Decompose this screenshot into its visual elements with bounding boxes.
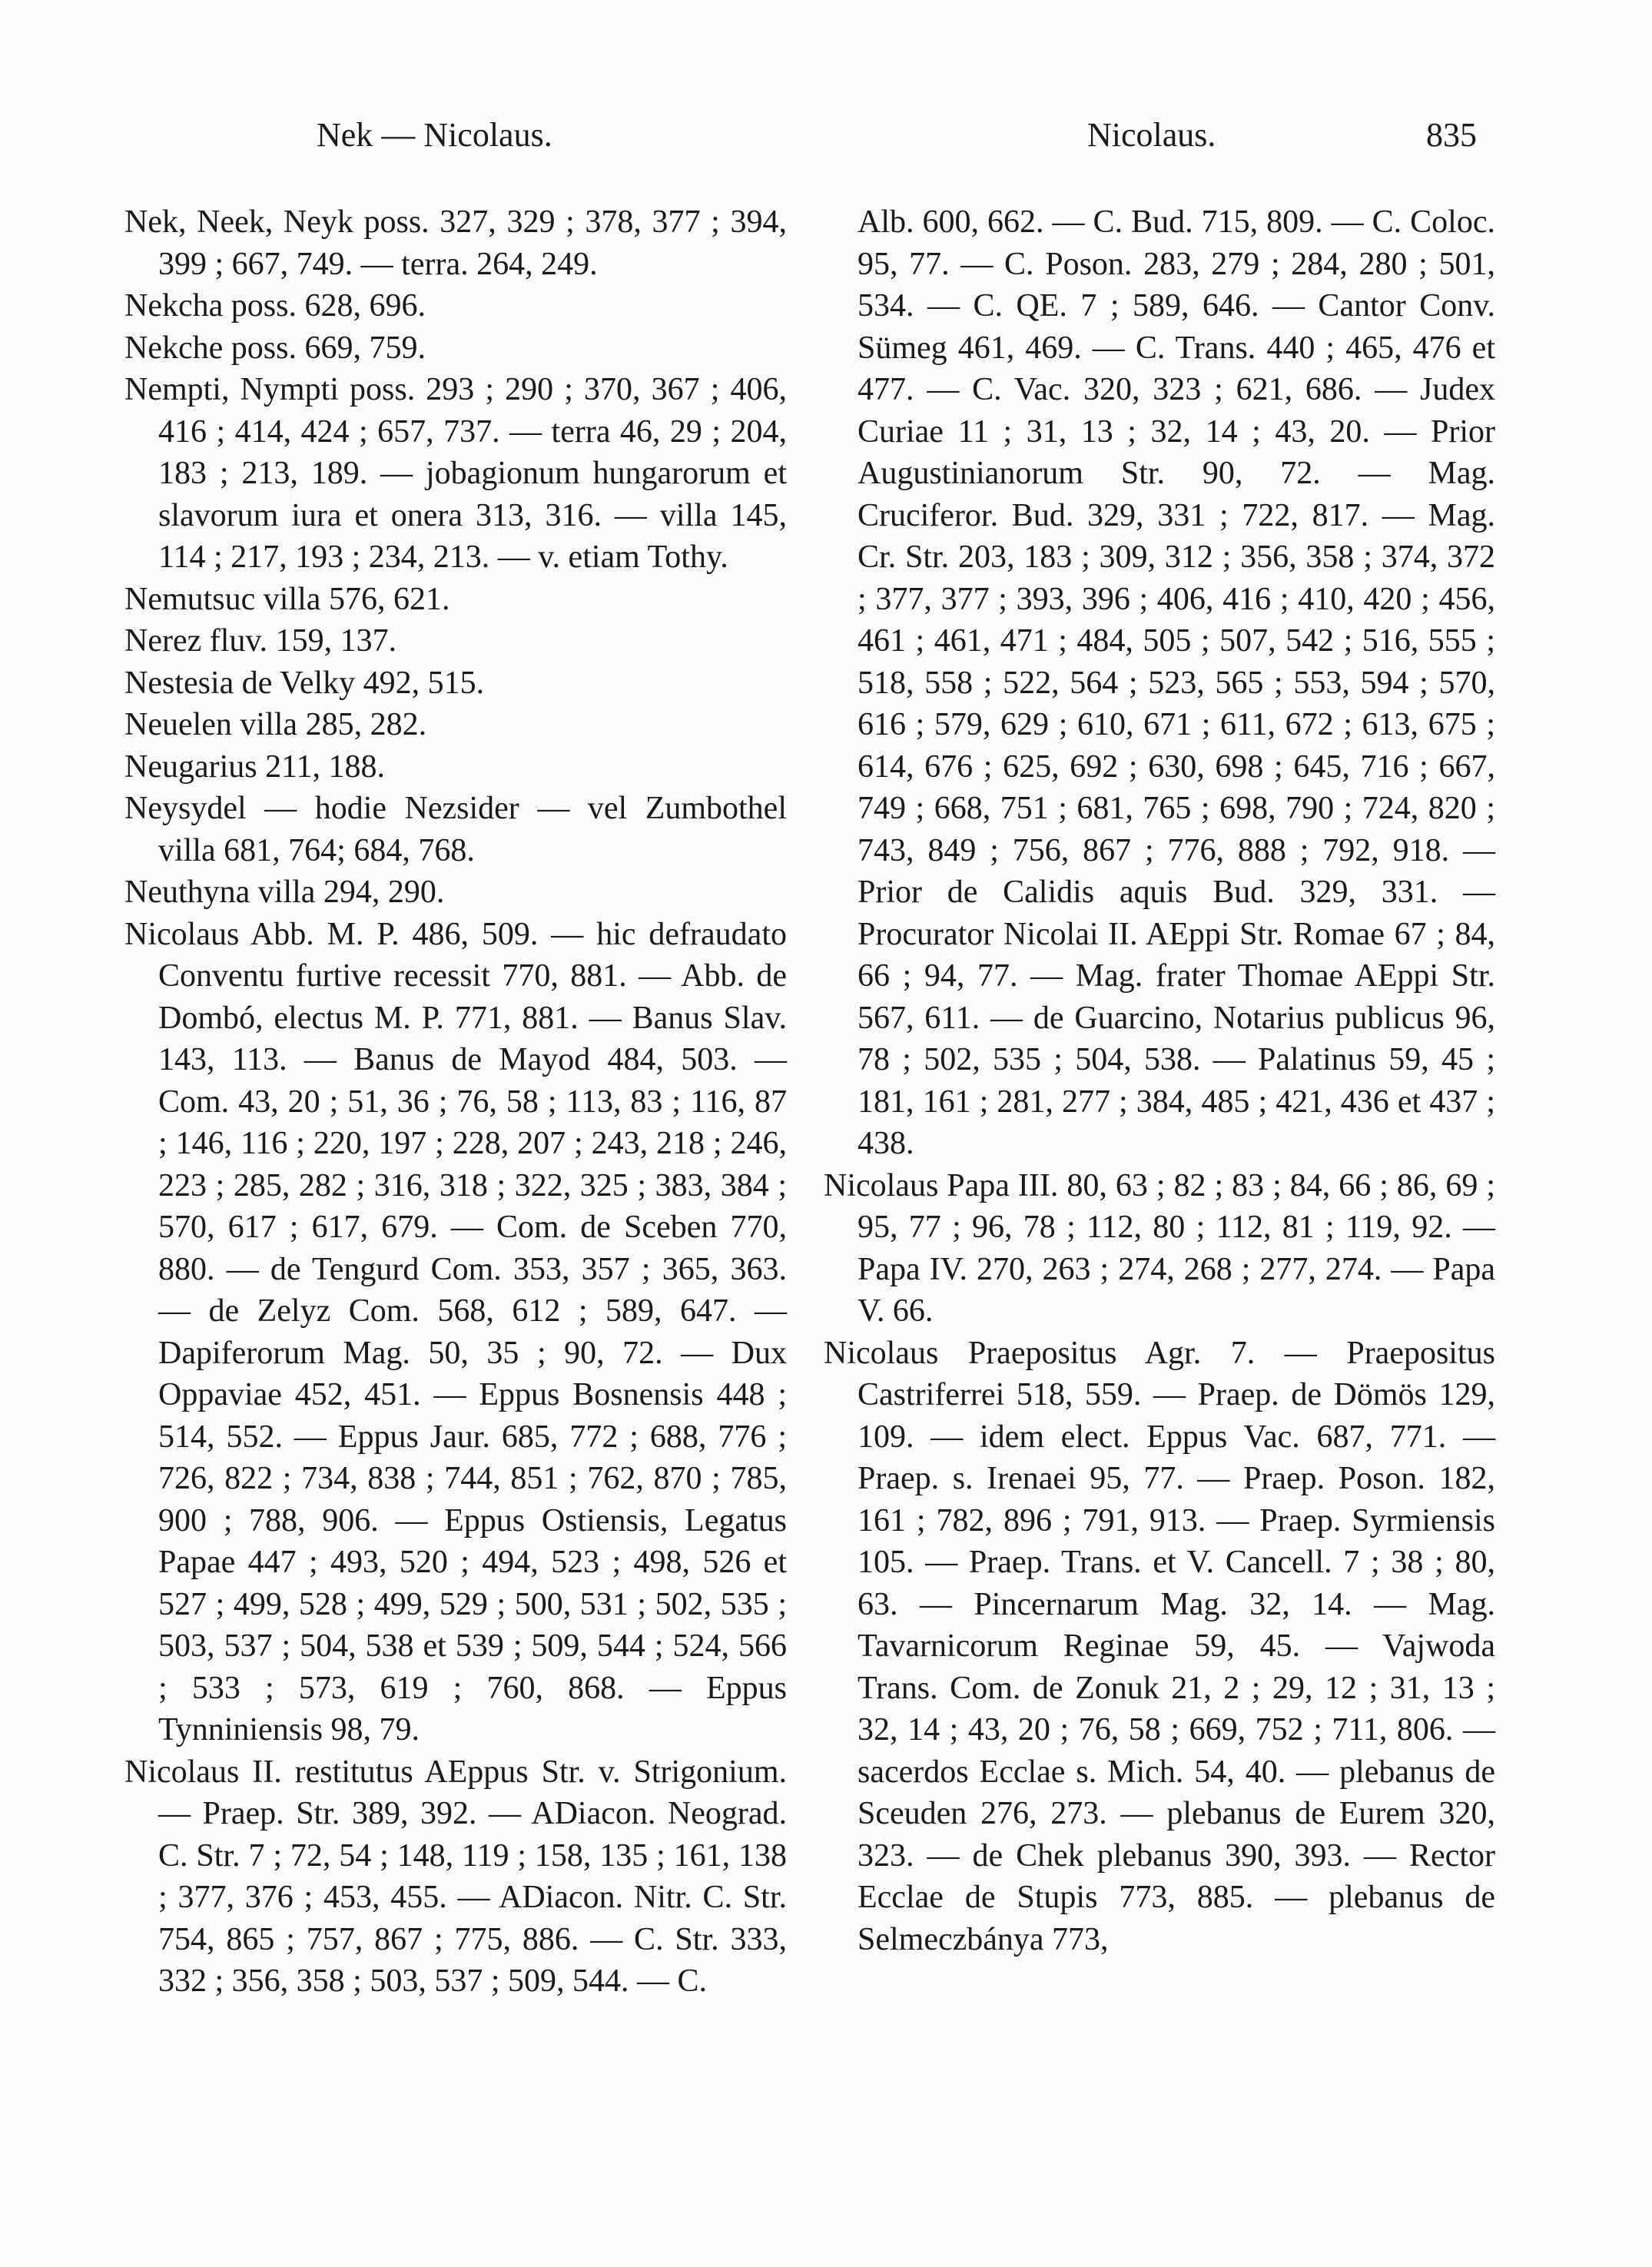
index-entry: Neuelen villa 285, 282. xyxy=(124,707,427,742)
index-entry-continued: Alb. 600, 662. — C. Bud. 715, 809. — C. Coloc. 95, 77. — C. Poson. 283, 279 ; 284, 280 ; 501, 534. — C. QE. 7 ; 589, 646. — Cantor Conv. Sümeg 461, 469. — C. Trans. 440 ; 465, 476 et 477. — C. Vac. 320, 323 ; 621, 686. — Judex Curiae 11 ; 31, 13 ; 32, 14 ; 43, 20. — Prior Augustinianorum Str. 90, 72. — Mag. Cruciferor. Bud. 329, 331 ; 722, 817. — Mag. Cr. Str. 203, 183 ; 309, 312 ; 356, 358 ; 374, 372 ; 377, 377 ; 393, 396 ; 406, 416 ; 410, 420 ; 456, 461 ; 461, 471 ; 484, 505 ; 507, 542 ; 516, 555 ; 518, 558 ; 522, 564 ; 523, 565 ; 553, 594 ; 570, 616 ; 579, 629 ; 610, 671 ; 611, 672 ; 613, 675 ; 614, 676 ; 625, 692 ; 630, 698 ; 645, 716 ; 667, 749 ; 668, 751 ; 681, 765 ; 698, 790 ; 724, 820 ; 743, 849 ; 756, 867 ; 776, 888 ; 792, 918. — Prior de Calidis aquis Bud. 329, 331. — Procurator Nicolai II. AEppi Str. Romae 67 ; 84, 66 ; 94, 77. — Mag. frater Thomae AEppi Str. 567, 611. — de Guarcino, Notarius publicus 96, 78 ; 502, 535 ; 504, 538. — Palatinus 59, 45 ; 181, 161 ; 281, 277 ; 384, 485 ; 421, 436 et 437 ; 438. xyxy=(858,204,1495,1161)
index-entry: Neysydel — hodie Nezsider — vel Zumbothel villa 681, 764; 684, 768. xyxy=(124,791,787,868)
running-header-center: Nicolaus. xyxy=(1087,116,1216,154)
index-entry: Nestesia de Velky 492, 515. xyxy=(124,665,485,701)
index-entry: Nek, Neek, Neyk poss. 327, 329 ; 378, 377 ; 394, 399 ; 667, 749. — terra. 264, 249. xyxy=(124,204,787,282)
index-entry: Nemutsuc villa 576, 621. xyxy=(124,581,450,617)
index-entry: Nicolaus Abb. M. P. 486, 509. — hic defraudato Conventu furtive recessit 770, 881. — Abb. de Dombó, electus M. P. 771, 881. — Banus Slav. 143, 113. — Banus de Mayod 484, 503. — Com. 43, 20 ; 51, 36 ; 76, 58 ; 113, 83 ; 116, 87 ; 146, 116 ; 220, 197 ; 228, 207 ; 243, 218 ; 246, 223 ; 285, 282 ; 316, 318 ; 322, 325 ; 383, 384 ; 570, 617 ; 617, 679. — Com. de Sceben 770, 880. — de Tengurd Com. 353, 357 ; 365, 363. — de Zelyz Com. 568, 612 ; 589, 647. — Dapiferorum Mag. 50, 35 ; 90, 72. — Dux Oppaviae 452, 451. — Eppus Bosnensis 448 ; 514, 552. — Eppus Jaur. 685, 772 ; 688, 776 ; 726, 822 ; 734, 838 ; 744, 851 ; 762, 870 ; 785, 900 ; 788, 906. — Eppus Ostiensis, Legatus Papae 447 ; 493, 520 ; 494, 523 ; 498, 526 et 527 ; 499, 528 ; 499, 529 ; 500, 531 ; 502, 535 ; 503, 537 ; 504, 538 et 539 ; 509, 544 ; 524, 566 ; 533 ; 573, 619 ; 760, 868. — Eppus Tynniniensis 98, 79. xyxy=(124,916,787,1748)
index-entry: Neuthyna villa 294, 290. xyxy=(124,875,445,910)
index-entry: Nempti, Nympti poss. 293 ; 290 ; 370, 367 ; 406, 416 ; 414, 424 ; 657, 737. — terra 46, 29 ; 204, 183 ; 213, 189. — jobagionum hungarorum et slavorum iura et onera 313, 316. — villa 145, 114 ; 217, 193 ; 234, 213. — v. etiam Tothy. xyxy=(124,372,787,575)
index-column-left xyxy=(124,201,787,2003)
running-header-left: Nek — Nicolaus. xyxy=(317,116,552,154)
index-entry: Nekche poss. 669, 759. xyxy=(124,330,426,366)
index-entry: Nicolaus Papa III. 80, 63 ; 82 ; 83 ; 84, 66 ; 86, 69 ; 95, 77 ; 96, 78 ; 112, 80 ; 112, 81 ; 119, 92. — Papa IV. 270, 263 ; 274, 268 ; 277, 274. — Papa V. 66. xyxy=(824,1167,1495,1329)
index-entry: Nicolaus II. restitutus AEppus Str. v. Strigonium. — Praep. Str. 389, 392. — ADiacon. Neograd. C. Str. 7 ; 72, 54 ; 148, 119 ; 158, 135 ; 161, 138 ; 377, 376 ; 453, 455. — ADiacon. Nitr. C. Str. 754, 865 ; 757, 867 ; 775, 886. — C. Str. 333, 332 ; 356, 358 ; 503, 537 ; 509, 544. — C. xyxy=(124,1754,787,1999)
index-column-right xyxy=(824,201,1495,1960)
index-entry: Nekcha poss. 628, 696. xyxy=(124,288,426,324)
index-entry: Neugarius 211, 188. xyxy=(124,748,386,785)
page-number: 835 xyxy=(1426,116,1477,154)
index-entry: Nerez fluv. 159, 137. xyxy=(124,623,397,659)
index-entry: Nicolaus Praepositus Agr. 7. — Praepositus Castriferrei 518, 559. — Praep. de Dömös 129, 109. — idem elect. Eppus Vac. 687, 771. — Praep. s. Irenaei 95, 77. — Praep. Poson. 182, 161 ; 782, 896 ; 791, 913. — Praep. Syrmiensis 105. — Praep. Trans. et V. Cancell. 7 ; 38 ; 80, 63. — Pincernarum Mag. 32, 14. — Mag. Tavarnicorum Reginae 59, 45. — Vajwoda Trans. Com. de Zonuk 21, 2 ; 29, 12 ; 31, 13 ; 32, 14 ; 43, 20 ; 76, 58 ; 669, 752 ; 711, 806. — sacerdos Ecclae s. Mich. 54, 40. — plebanus de Sceuden 276, 273. — plebanus de Eurem 320, 323. — de Chek plebanus 390, 393. — Rector Ecclae de Stupis 773, 885. — plebanus de Selmeczbánya 773, xyxy=(824,1335,1495,1957)
